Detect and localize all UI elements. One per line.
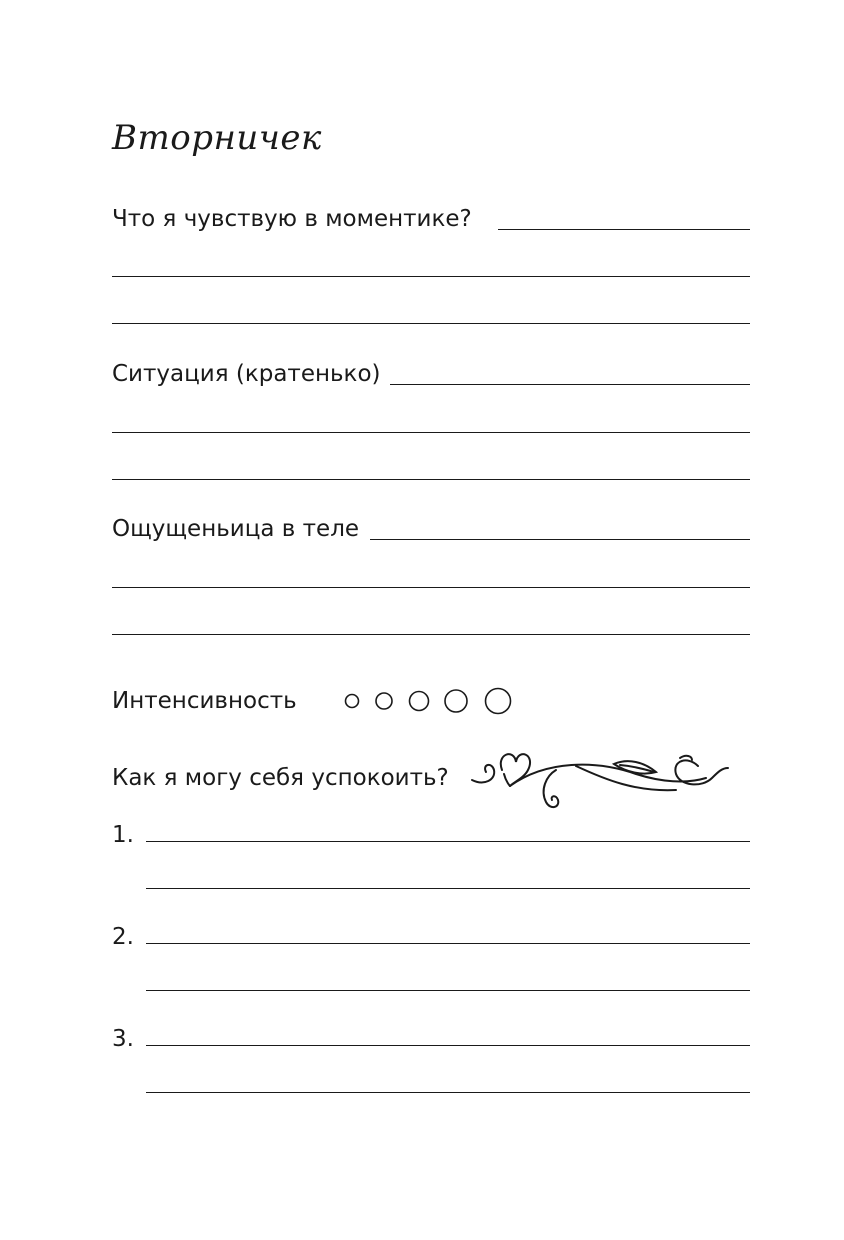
question-intensity: Интенсивность [112, 688, 297, 714]
answer-line-calm-1a[interactable] [146, 841, 750, 842]
list-number-2: 2. [112, 924, 134, 950]
intensity-circle-3[interactable] [410, 692, 429, 711]
question-situation: Ситуация (кратенько) [112, 361, 381, 387]
question-feeling: Что я чувствую в моментике? [112, 206, 472, 232]
intensity-scale [342, 686, 522, 716]
intensity-circle-5[interactable] [486, 689, 511, 714]
answer-line-body-1[interactable] [370, 539, 750, 540]
intensity-circle-1[interactable] [346, 695, 359, 708]
answer-line-calm-1b[interactable] [146, 888, 750, 889]
intensity-circle-4[interactable] [445, 690, 467, 712]
question-body: Ощущеньица в теле [112, 516, 360, 542]
list-number-3: 3. [112, 1026, 134, 1052]
answer-line-body-2[interactable] [112, 587, 750, 588]
answer-line-feeling-3[interactable] [112, 323, 750, 324]
answer-line-situation-3[interactable] [112, 479, 750, 480]
list-number-1: 1. [112, 822, 134, 848]
answer-line-feeling-1[interactable] [498, 229, 750, 230]
answer-line-calm-3a[interactable] [146, 1045, 750, 1046]
page-title: Вторничек [112, 118, 322, 158]
answer-line-body-3[interactable] [112, 634, 750, 635]
answer-line-situation-2[interactable] [112, 432, 750, 433]
flourish-ornament-icon [466, 740, 734, 814]
intensity-circle-2[interactable] [376, 693, 392, 709]
question-calm: Как я могу себя успокоить? [112, 765, 449, 791]
answer-line-calm-2b[interactable] [146, 990, 750, 991]
answer-line-calm-2a[interactable] [146, 943, 750, 944]
answer-line-calm-3b[interactable] [146, 1092, 750, 1093]
answer-line-situation-1[interactable] [390, 384, 750, 385]
answer-line-feeling-2[interactable] [112, 276, 750, 277]
